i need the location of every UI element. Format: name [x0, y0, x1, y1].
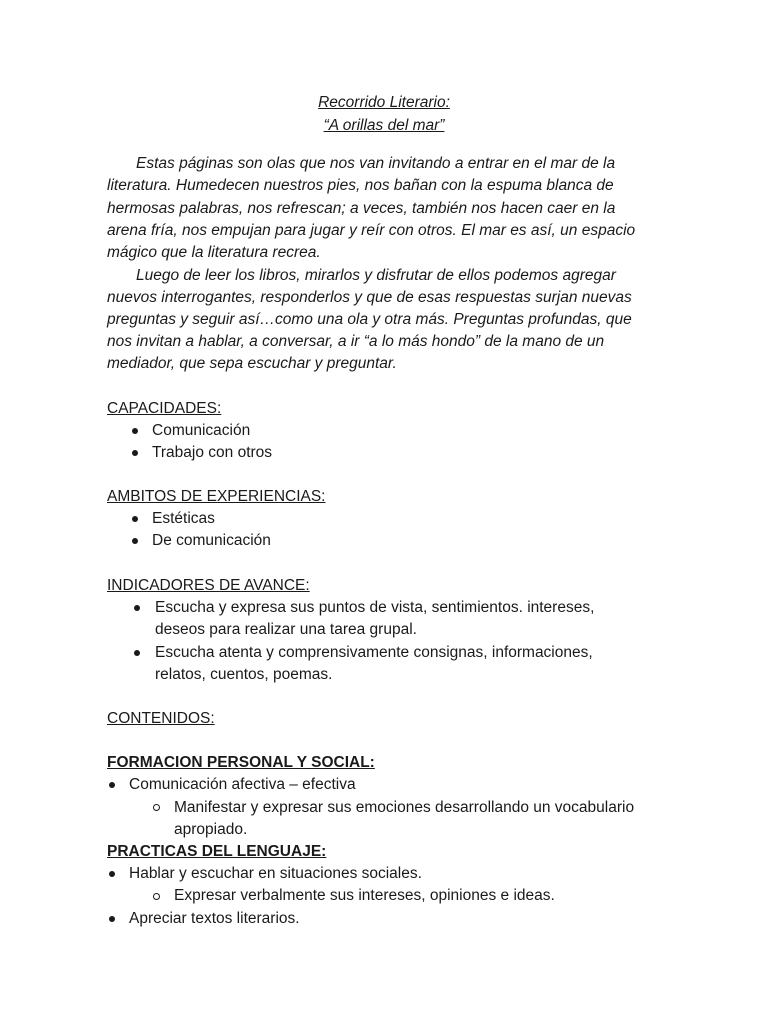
bullet-icon	[132, 428, 138, 434]
circle-bullet-icon	[153, 893, 160, 900]
capacidades-item: Trabajo con otros	[152, 444, 273, 461]
intro-p1-line: literatura. Humedecen nuestros pies, nos bañan con la espuma blanca de	[107, 177, 614, 194]
intro-p2-line: preguntas y seguir así…como una ola y otra más. Preguntas profundas, que	[107, 311, 632, 328]
practicas-item: Hablar y escuchar en situaciones sociales.	[129, 865, 422, 882]
formacion-heading: FORMACION PERSONAL Y SOCIAL:	[107, 754, 375, 771]
doc-title-line2: “A orillas del mar”	[323, 117, 445, 134]
bullet-icon	[109, 916, 115, 922]
intro-p1-line: Estas páginas son olas que nos van invitando a entrar en el mar de la	[136, 155, 616, 172]
bullet-icon	[109, 782, 115, 788]
bullet-icon	[132, 516, 138, 522]
intro-p1-line: hermosas palabras, nos refrescan; a veces, también nos hacen caer en la	[107, 200, 616, 217]
doc-title-line1: Recorrido Literario:	[318, 94, 450, 111]
indicadores-item-line: deseos para realizar una tarea grupal.	[155, 621, 417, 638]
indicadores-item-line: relatos, cuentos, poemas.	[155, 666, 333, 683]
bullet-icon	[132, 538, 138, 544]
indicadores-heading: INDICADORES DE AVANCE:	[107, 577, 310, 594]
capacidades-item: Comunicación	[152, 422, 251, 439]
bullet-icon	[134, 605, 140, 611]
ambitos-item: De comunicación	[152, 532, 271, 549]
formacion-subitem-line: apropiado.	[174, 821, 248, 838]
bullet-icon	[132, 450, 138, 456]
practicas-item: Apreciar textos literarios.	[129, 910, 300, 927]
intro-p1-line: mágico que la literatura recrea.	[107, 244, 321, 261]
bullet-icon	[109, 871, 115, 877]
indicadores-item-line: Escucha y expresa sus puntos de vista, sentimientos. intereses,	[155, 599, 595, 616]
intro-p2-line: nos invitan a hablar, a conversar, a ir “a lo más hondo” de la mano de un	[107, 333, 605, 350]
formacion-item: Comunicación afectiva – efectiva	[129, 776, 356, 793]
circle-bullet-icon	[153, 804, 160, 811]
ambitos-item: Estéticas	[152, 510, 215, 527]
contenidos-heading: CONTENIDOS:	[107, 710, 215, 727]
bullet-icon	[134, 650, 140, 656]
ambitos-heading: AMBITOS DE EXPERIENCIAS:	[107, 488, 326, 505]
intro-p2-line: mediador, que sepa escuchar y preguntar.	[107, 355, 397, 372]
practicas-heading: PRACTICAS DEL LENGUAJE:	[107, 843, 327, 860]
intro-p2-line: Luego de leer los libros, mirarlos y disfrutar de ellos podemos agregar	[136, 267, 616, 284]
capacidades-heading: CAPACIDADES:	[107, 400, 222, 417]
practicas-subitem: Expresar verbalmente sus intereses, opiniones e ideas.	[174, 887, 555, 904]
intro-p1-line: arena fría, nos empujan para jugar y reír con otros. El mar es así, un espacio	[107, 222, 636, 239]
indicadores-item-line: Escucha atenta y comprensivamente consignas, informaciones,	[155, 644, 593, 661]
intro-p2-line: nuevos interrogantes, responderlos y que de esas respuestas surjan nuevas	[107, 289, 632, 306]
formacion-subitem-line: Manifestar y expresar sus emociones desarrollando un vocabulario	[174, 799, 635, 816]
